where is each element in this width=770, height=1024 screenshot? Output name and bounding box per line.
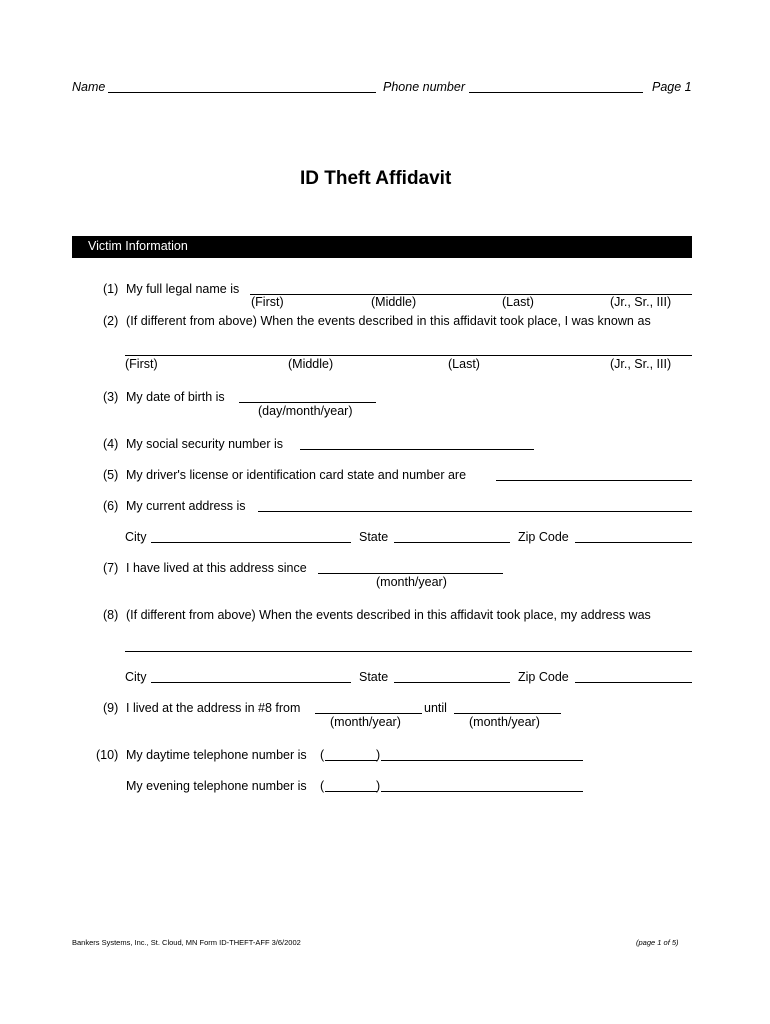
q9-number: (9) bbox=[103, 701, 119, 715]
phone-label: Phone number bbox=[383, 80, 466, 94]
q7-number: (7) bbox=[103, 561, 119, 575]
current-zip-field[interactable] bbox=[575, 542, 692, 543]
page-label: Page 1 bbox=[652, 80, 692, 94]
q3-text: My date of birth is bbox=[126, 390, 225, 404]
q7-format-label: (month/year) bbox=[376, 575, 447, 589]
footer-form-info: Bankers Systems, Inc., St. Cloud, MN Form ID-THEFT-AFF 3/6/2002 bbox=[72, 938, 301, 947]
q2-text: (If different from above) When the events described in this affidavit took place, I was known as bbox=[126, 314, 651, 328]
former-name-field[interactable] bbox=[125, 355, 692, 356]
footer-page-count: (page 1 of 5) bbox=[636, 938, 679, 947]
name-label: Name bbox=[72, 80, 106, 94]
name-field[interactable] bbox=[108, 92, 376, 93]
q10-text: My daytime telephone number is bbox=[126, 748, 307, 762]
date-of-birth-field[interactable] bbox=[239, 402, 376, 403]
q2-middle-label: (Middle) bbox=[288, 357, 334, 371]
q4-text: My social security number is bbox=[126, 437, 283, 451]
page-title: ID Theft Affidavit bbox=[300, 168, 452, 189]
evening-area-code-field[interactable] bbox=[325, 791, 377, 792]
q1-last-label: (Last) bbox=[502, 295, 534, 309]
former-zip-field[interactable] bbox=[575, 682, 692, 683]
q2-first-label: (First) bbox=[125, 357, 158, 371]
q8-text: (If different from above) When the events described in this affidavit took place, my address was bbox=[126, 608, 651, 622]
q8-city-label: City bbox=[125, 670, 147, 684]
section-title: Victim Information bbox=[88, 239, 188, 253]
q1-first-label: (First) bbox=[251, 295, 284, 309]
q10-number: (10) bbox=[96, 748, 119, 762]
q6-city-label: City bbox=[125, 530, 147, 544]
daytime-area-open-paren: ( bbox=[320, 748, 325, 762]
q6-text: My current address is bbox=[126, 499, 246, 513]
q2-suffix-label: (Jr., Sr., III) bbox=[610, 357, 672, 371]
q6-state-label: State bbox=[359, 530, 389, 544]
q10-evening-text: My evening telephone number is bbox=[126, 779, 307, 793]
daytime-area-code-field[interactable] bbox=[325, 760, 377, 761]
q6-zip-label: Zip Code bbox=[518, 530, 569, 544]
q1-number: (1) bbox=[103, 282, 119, 296]
q3-format-label: (day/month/year) bbox=[258, 404, 353, 418]
lived-until-field[interactable] bbox=[454, 713, 561, 714]
q7-text: I have lived at this address since bbox=[126, 561, 307, 575]
q8-state-label: State bbox=[359, 670, 389, 684]
section-header bbox=[72, 236, 692, 258]
current-address-field[interactable] bbox=[258, 511, 692, 512]
q2-number: (2) bbox=[103, 314, 119, 328]
former-state-field[interactable] bbox=[394, 682, 510, 683]
q9-until-label: until bbox=[424, 701, 447, 715]
evening-phone-field[interactable] bbox=[381, 791, 583, 792]
former-address-field[interactable] bbox=[125, 651, 692, 652]
q9-text: I lived at the address in #8 from bbox=[126, 701, 301, 715]
license-field[interactable] bbox=[496, 480, 692, 481]
q1-text: My full legal name is bbox=[126, 282, 240, 296]
daytime-phone-field[interactable] bbox=[381, 760, 583, 761]
q1-suffix-label: (Jr., Sr., III) bbox=[610, 295, 672, 309]
former-city-field[interactable] bbox=[151, 682, 351, 683]
current-city-field[interactable] bbox=[151, 542, 351, 543]
q4-number: (4) bbox=[103, 437, 119, 451]
lived-from-field[interactable] bbox=[315, 713, 422, 714]
current-state-field[interactable] bbox=[394, 542, 510, 543]
q9-until-format-label: (month/year) bbox=[469, 715, 540, 729]
q2-last-label: (Last) bbox=[448, 357, 480, 371]
q8-number: (8) bbox=[103, 608, 119, 622]
ssn-field[interactable] bbox=[300, 449, 534, 450]
q9-from-format-label: (month/year) bbox=[330, 715, 401, 729]
daytime-area-close-paren: ) bbox=[376, 748, 381, 762]
q1-middle-label: (Middle) bbox=[371, 295, 417, 309]
q6-number: (6) bbox=[103, 499, 119, 513]
q8-zip-label: Zip Code bbox=[518, 670, 569, 684]
q3-number: (3) bbox=[103, 390, 119, 404]
phone-field[interactable] bbox=[469, 92, 643, 93]
q5-number: (5) bbox=[103, 468, 119, 482]
evening-area-open-paren: ( bbox=[320, 779, 325, 793]
evening-area-close-paren: ) bbox=[376, 779, 381, 793]
lived-since-field[interactable] bbox=[318, 573, 503, 574]
q5-text: My driver's license or identification card state and number are bbox=[126, 468, 467, 482]
